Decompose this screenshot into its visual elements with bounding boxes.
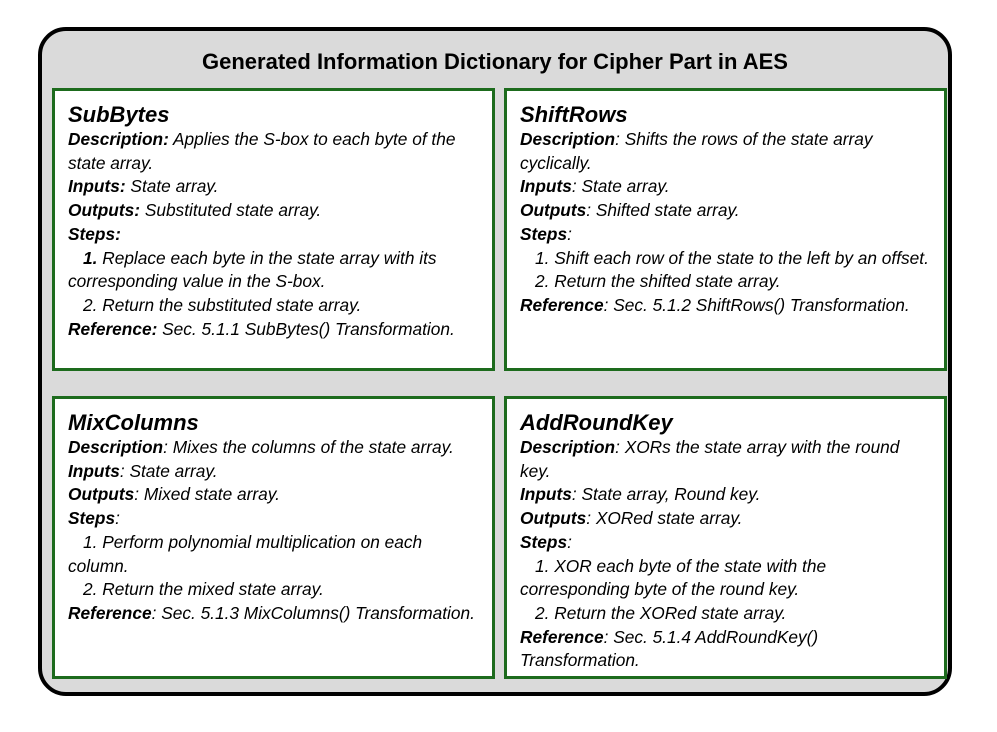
description-line: Description: Applies the S-box to each byte of the state array. [68, 129, 456, 173]
reference-text: Sec. 5.1.2 ShiftRows() Transformation. [613, 294, 910, 315]
steps-heading: Steps: [68, 223, 121, 244]
card-title: AddRoundKey [520, 410, 673, 435]
description-line: Description: Shifts the rows of the state array cyclically. [520, 129, 873, 173]
card-title: SubBytes [68, 102, 170, 127]
card-subbytes [52, 88, 495, 371]
outputs-line: Outputs: Substituted state array. [68, 200, 322, 221]
inputs-text: State array. [581, 176, 670, 197]
outputs-text: XORed state array. [595, 508, 743, 529]
step-item: 1. Perform polynomial multiplication on each column. [68, 531, 423, 576]
steps-heading: Steps: [520, 223, 572, 244]
step-item: 2. Return the shifted state array. [535, 271, 781, 292]
reference-line: Reference: Sec. 5.1.3 MixColumns() Transformation. [68, 602, 475, 623]
outputs-line: Outputs: XORed state array. [520, 508, 743, 529]
diagram-title: Generated Information Dictionary for Cipher Part in AES [202, 49, 788, 74]
card-title: ShiftRows [520, 102, 628, 127]
inputs-line: Inputs: State array. [520, 176, 670, 197]
card-addroundkey [504, 396, 947, 679]
step-item: 1. XOR each byte of the state with the corresponding byte of the round key. [520, 555, 827, 600]
outputs-text: Mixed state array. [143, 484, 280, 505]
reference-line: Reference: Sec. 5.1.1 SubBytes() Transformation. [68, 318, 455, 339]
description-line: Description: XORs the state array with the round key. [520, 437, 900, 481]
outputs-text: Shifted state array. [595, 200, 740, 221]
step-item: 2. Return the XORed state array. [535, 602, 787, 623]
step-item: 2. Return the substituted state array. [83, 294, 362, 315]
reference-text: Sec. 5.1.4 AddRoundKey() Transformation. [520, 626, 819, 671]
inputs-line: Inputs: State array, Round key. [520, 484, 761, 505]
description-text: Applies the S-box to each byte of the state array. [68, 129, 456, 173]
card-shiftrows [504, 88, 947, 371]
step-item: 1. Replace each byte in the state array with its corresponding value in the S-box. [68, 247, 437, 292]
outputs-text: Substituted state array. [144, 200, 322, 221]
description-text: XORs the state array with the round key. [520, 437, 900, 481]
step-item: 1. Shift each row of the state to the left by an offset. [535, 247, 929, 268]
steps-heading: Steps: [520, 531, 572, 552]
step-item: 2. Return the mixed state array. [83, 579, 324, 600]
reference-line: Reference: Sec. 5.1.2 ShiftRows() Transformation. [520, 294, 910, 315]
reference-text: Sec. 5.1.1 SubBytes() Transformation. [162, 318, 455, 339]
steps-heading: Steps: [68, 508, 120, 529]
description-text: Mixes the columns of the state array. [172, 437, 454, 457]
outputs-line: Outputs: Mixed state array. [68, 484, 280, 505]
inputs-text: State array. [130, 176, 219, 197]
reference-line: Reference: Sec. 5.1.4 AddRoundKey() Transformation. [520, 626, 819, 671]
description-line: Description: Mixes the columns of the state array. [68, 437, 454, 457]
card-mixcolumns [52, 396, 495, 679]
inputs-text: State array. [129, 460, 218, 481]
card-title: MixColumns [68, 410, 199, 435]
inputs-line: Inputs: State array. [68, 460, 218, 481]
inputs-line: Inputs: State array. [68, 176, 219, 197]
outputs-line: Outputs: Shifted state array. [520, 200, 740, 221]
reference-text: Sec. 5.1.3 MixColumns() Transformation. [161, 602, 475, 623]
description-text: Shifts the rows of the state array cyclically. [520, 129, 873, 173]
inputs-text: State array, Round key. [581, 484, 761, 505]
